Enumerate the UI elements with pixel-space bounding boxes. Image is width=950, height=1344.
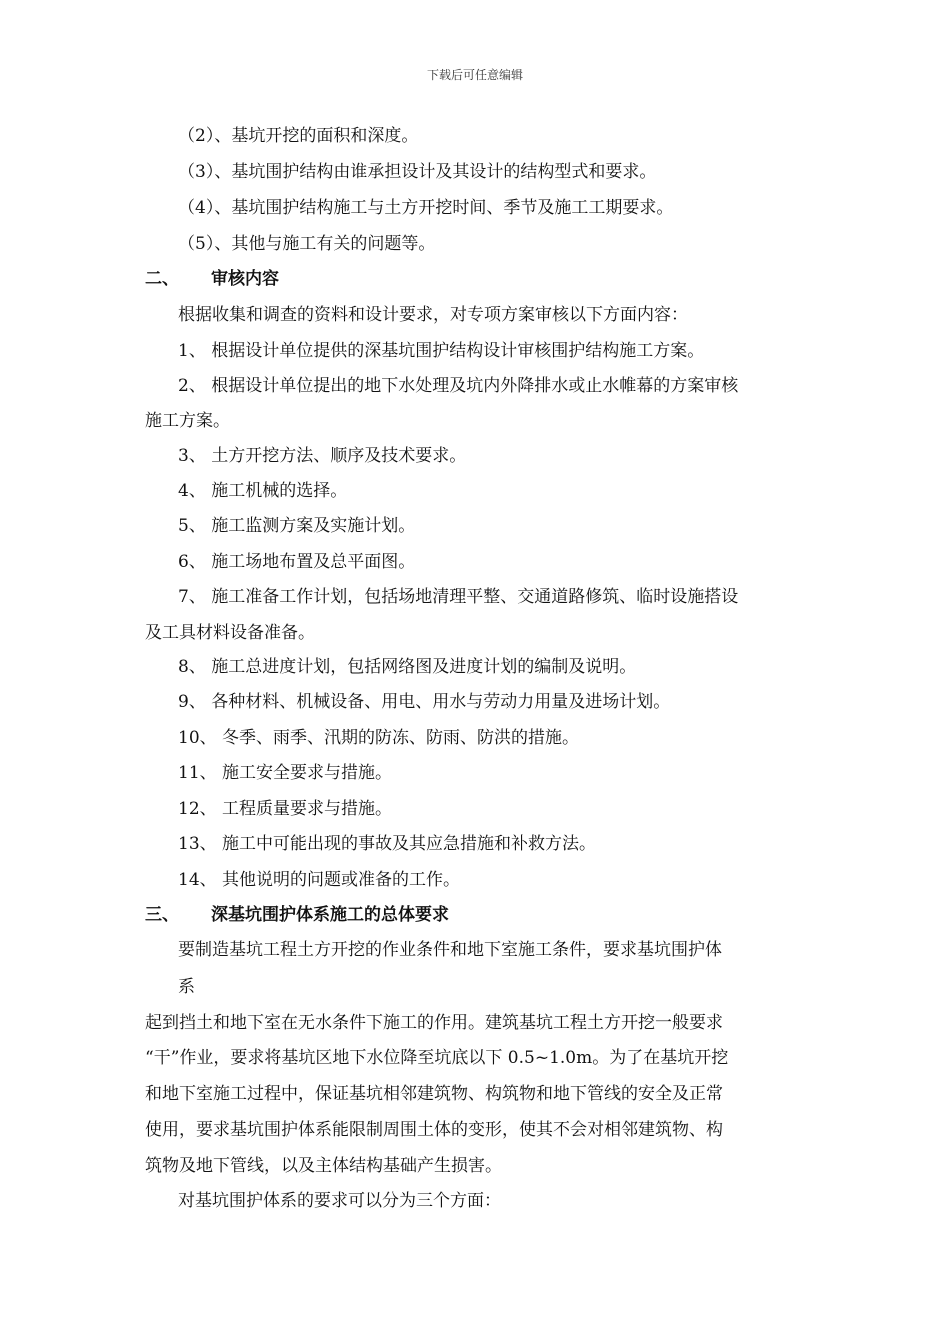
section-title: 深基坑围护体系施工的总体要求 — [211, 905, 449, 925]
section-heading — [145, 904, 449, 926]
list-item: 11、 施工安全要求与措施。 — [178, 763, 393, 783]
paragraph-line: 起到挡土和地下室在无水条件下施工的作用。建筑基坑工程土方开挖一般要求 — [145, 1013, 723, 1033]
section-number: 三、 — [145, 905, 179, 925]
list-item: 10、 冬季、雨季、汛期的防冻、防雨、防洪的措施。 — [178, 728, 580, 748]
section-number: 二、 — [145, 269, 179, 289]
list-item-continuation: 施工方案。 — [145, 411, 230, 431]
list-item-continuation: 及工具材料设备准备。 — [145, 623, 315, 643]
list-item: 13、 施工中可能出现的事故及其应急措施和补救方法。 — [178, 834, 597, 854]
list-item: 6、 施工场地布置及总平面图。 — [178, 552, 416, 572]
section-title: 审核内容 — [211, 269, 279, 289]
list-item: 7、 施工准备工作计划，包括场地清理平整、交通道路修筑、临时设施搭设 — [178, 587, 739, 607]
list-item: 2、 根据设计单位提出的地下水处理及坑内外降排水或止水帷幕的方案审核 — [178, 376, 739, 396]
section-heading — [145, 268, 279, 290]
list-item: 4、 施工机械的选择。 — [178, 481, 348, 501]
paragraph-line: 使用，要求基坑围护体系能限制周围土体的变形，使其不会对相邻建筑物、构 — [145, 1120, 723, 1140]
list-item: 5、 施工监测方案及实施计划。 — [178, 516, 416, 536]
list-item: （5）、其他与施工有关的问题等。 — [178, 234, 436, 254]
list-item: 3、 土方开挖方法、顺序及技术要求。 — [178, 446, 467, 466]
paragraph-line: 和地下室施工过程中，保证基坑相邻建筑物、构筑物和地下管线的安全及正常 — [145, 1084, 723, 1104]
paragraph-line: 系 — [178, 977, 195, 997]
paragraph-line: 要制造基坑工程土方开挖的作业条件和地下室施工条件，要求基坑围护体 — [178, 940, 722, 960]
list-item: 12、 工程质量要求与措施。 — [178, 799, 393, 819]
list-item: （4）、基坑围护结构施工与土方开挖时间、季节及施工工期要求。 — [178, 198, 674, 218]
list-item: 8、 施工总进度计划，包括网络图及进度计划的编制及说明。 — [178, 657, 637, 677]
list-item: （2）、基坑开挖的面积和深度。 — [178, 126, 419, 146]
page-header: 下载后可任意编辑 — [426, 68, 523, 82]
paragraph: 根据收集和调查的资料和设计要求，对专项方案审核以下方面内容： — [178, 305, 688, 325]
list-item: 1、 根据设计单位提供的深基坑围护结构设计审核围护结构施工方案。 — [178, 341, 705, 361]
list-item: 9、 各种材料、机械设备、用电、用水与劳动力用量及进场计划。 — [178, 692, 671, 712]
list-item: （3）、基坑围护结构由谁承担设计及其设计的结构型式和要求。 — [178, 162, 657, 182]
paragraph-line: “干”作业，要求将基坑区地下水位降至坑底以下 0.5~1.0m。为了在基坑开挖 — [145, 1048, 729, 1068]
paragraph-line: 筑物及地下管线，以及主体结构基础产生损害。 — [145, 1156, 502, 1176]
list-item: 14、 其他说明的问题或准备的工作。 — [178, 870, 461, 890]
paragraph-line: 对基坑围护体系的要求可以分为三个方面： — [178, 1191, 501, 1211]
